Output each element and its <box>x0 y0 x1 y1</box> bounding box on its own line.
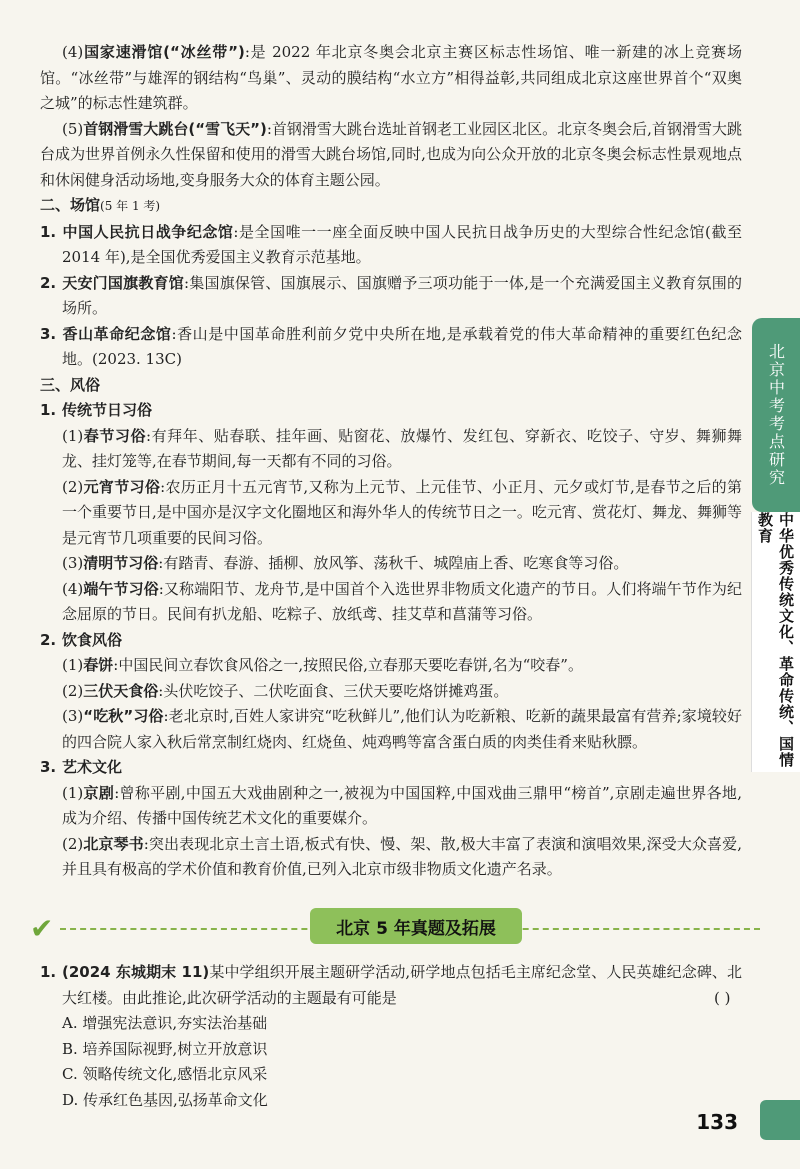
item-title: 春饼 <box>83 656 114 674</box>
option-d: D. 传承红色基因,弘扬革命文化 <box>62 1090 268 1109</box>
item-prefix: (3) <box>62 707 84 725</box>
item-title: 传统节日习俗 <box>62 401 153 419</box>
subsection-heading <box>40 398 742 424</box>
item-number: 2. <box>40 273 57 292</box>
section-title: 二、场馆 <box>40 196 101 214</box>
item-number: 3. <box>40 324 57 343</box>
side-tab-chapter: 北京中考考点研究 <box>752 318 800 512</box>
item-text: :有拜年、贴春联、挂年画、贴窗花、放爆竹、发红包、穿新衣、吃饺子、守岁、舞狮舞龙、挂灯笼等,在春节期间,每一天都有不同的习俗。 <box>62 426 742 470</box>
subsection-heading <box>40 628 742 654</box>
item-text: :农历正月十五元宵节,又称为上元节、上元佳节、小正月、元夕或灯节,是春节之后的第一个重要节日,是中国亦是汉字文化圈地区和海外华人的传统节日之一。吃元宵、赏花灯、舞龙、舞狮等是元宵节几项重要的民间习俗。 <box>62 477 742 547</box>
item-text: :香山是中国革命胜利前夕党中央所在地,是承载着党的伟大革命精神的重要红色纪念地。(2023. 13C) <box>62 324 742 368</box>
item-title: 首钢滑雪大跳台(“雪飞天”) <box>83 119 267 138</box>
item-title: 京剧 <box>83 783 115 802</box>
festival-item <box>40 424 742 475</box>
item-text: :中国民间立春饮食风俗之一,按照民俗,立春那天要吃春饼,名为“咬春”。 <box>113 656 583 674</box>
item-title: 香山革命纪念馆 <box>62 324 172 343</box>
item-title: 天安门国旗教育馆 <box>62 273 184 292</box>
item-title: 清明节习俗 <box>83 554 159 572</box>
paragraph-big-air <box>40 117 742 194</box>
option-a: A. 增强宪法意识,夯实法治基础 <box>62 1014 268 1032</box>
question-stem: 1. (2024 东城期末 11)某中学组织开展主题研学活动,研学地点包括毛主席纪念堂、人民英雄纪念碑、北大红楼。由此推论,此次研学活动的主题最有可能是 ( ) <box>40 960 742 1011</box>
item-title: 饮食风俗 <box>62 630 123 649</box>
item-text: :又称端阳节、龙舟节,是中国首个入选世界非物质文化遗产的节日。人们将端午节作为纪念屈原的节日。民间有扒龙船、吃粽子、放纸鸢、挂艾草和菖蒲等习俗。 <box>62 579 742 623</box>
item-title: 元宵节习俗 <box>83 477 161 496</box>
item-text: :曾称平剧,中国五大戏曲剧种之一,被视为中国国粹,中国戏曲三鼎甲“榜首”,京剧走遍世界各地,成为介绍、传播中国传统艺术文化的重要媒介。 <box>62 783 742 827</box>
option-c: C. 领略传统文化,感悟北京风采 <box>62 1065 268 1083</box>
page-number: 133 <box>696 1110 738 1134</box>
question-block <box>40 960 742 1113</box>
question-source: (2024 东城期末 11) <box>62 963 210 981</box>
item-title: 春节习俗 <box>83 426 147 445</box>
item-text: :突出表现北京土言土语,板式有快、慢、架、散,极大丰富了表演和演唱效果,深受大众喜爱,并且具有极高的学术价值和教育价值,已列入北京市级非物质文化遗产名录。 <box>62 834 742 878</box>
item-text: :首钢滑雪大跳台选址首钢老工业园区北区。北京冬奥会后,首钢滑雪大跳台成为世界首例永久性保留和使用的滑雪大跳台场馆,同时,也成为向公众开放的北京冬奥会标志性景观地点和休闲健身活动场地,变身服务大众的体育主题公园。 <box>40 119 742 189</box>
item-prefix: (1) <box>62 426 84 445</box>
venue-item <box>40 271 742 322</box>
venue-item <box>40 220 742 271</box>
festival-item <box>40 551 742 577</box>
festival-item <box>40 577 742 628</box>
item-prefix: (3) <box>62 554 84 572</box>
item-prefix: (4) <box>62 43 84 61</box>
art-item <box>40 832 742 883</box>
section-heading-venues <box>40 193 742 220</box>
item-number: 1. <box>40 222 57 241</box>
item-prefix: (2) <box>62 681 84 700</box>
item-text: :老北京时,百姓人家讲究“吃秋鲜儿”,他们认为吃新粮、吃新的蔬果最富有营养;家境较好的四合院人家入秋后常烹制红烧肉、红烧鱼、炖鸡鸭等富含蛋白质的肉类佳肴来贴秋膘。 <box>62 707 743 751</box>
checkmark-icon: ✔ <box>30 912 54 945</box>
item-number: 1. <box>40 401 57 419</box>
item-title: “吃秋”习俗 <box>83 707 164 725</box>
item-prefix: (2) <box>62 834 84 853</box>
question-text: 某中学组织开展主题研学活动,研学地点包括毛主席纪念堂、人民英雄纪念碑、北大红楼。由此推论,此次研学活动的主题最有可能是 <box>62 963 742 1007</box>
section-heading-customs: 三、风俗 <box>40 375 101 394</box>
side-tab-topic: 中华优秀传统文化、革命传统、国情教育 <box>751 512 800 772</box>
item-title: 中国人民抗日战争纪念馆 <box>62 222 234 241</box>
page-corner-tab <box>760 1100 800 1140</box>
main-content <box>40 40 742 883</box>
item-text: :有踏青、春游、插柳、放风筝、荡秋千、城隍庙上香、吃寒食等习俗。 <box>158 554 629 572</box>
food-item <box>40 679 742 705</box>
question-number: 1. <box>40 963 57 981</box>
section-note: (5 年 1 考) <box>100 199 161 213</box>
item-text: :头伏吃饺子、二伏吃面食、三伏天要吃烙饼摊鸡蛋。 <box>158 681 509 700</box>
item-prefix: (1) <box>62 783 84 802</box>
item-title: 端午节习俗 <box>83 579 159 598</box>
subsection-heading <box>40 755 742 781</box>
item-number: 2. <box>40 630 57 649</box>
food-item <box>40 704 742 755</box>
food-item <box>40 653 742 679</box>
item-title: 北京琴书 <box>83 834 144 853</box>
item-text: :是全国唯一一座全面反映中国人民抗日战争历史的大型综合性纪念馆(截至 2014 年),是全国优秀爱国主义教育示范基地。 <box>62 222 742 266</box>
item-prefix: (1) <box>62 656 84 674</box>
section-banner <box>30 906 760 946</box>
item-text: :是 2022 年北京冬奥会北京主赛区标志性场馆、唯一新建的冰上竞赛场馆。“冰丝带”与雄浑的钢结构“鸟巢”、灵动的膜结构“水立方”相得益彰,共同组成北京这座世界首个“双奥之城”的标志性建筑群。 <box>40 43 742 112</box>
item-text: :集国旗保管、国旗展示、国旗赠予三项功能于一体,是一个充满爱国主义教育氛围的场所。 <box>62 273 742 317</box>
item-title: 三伏天食俗 <box>83 681 159 700</box>
item-prefix: (4) <box>62 579 84 598</box>
item-title: 艺术文化 <box>62 758 123 776</box>
item-prefix: (5) <box>62 119 84 138</box>
festival-item <box>40 475 742 552</box>
item-title: 国家速滑馆(“冰丝带”) <box>83 43 245 61</box>
art-item <box>40 781 742 832</box>
paragraph-ice-ribbon <box>40 40 742 117</box>
item-prefix: (2) <box>62 477 84 496</box>
item-number: 3. <box>40 758 57 776</box>
option-b: B. 培养国际视野,树立开放意识 <box>62 1039 268 1058</box>
banner-label: 北京 5 年真题及拓展 <box>310 908 522 944</box>
venue-item <box>40 322 742 373</box>
